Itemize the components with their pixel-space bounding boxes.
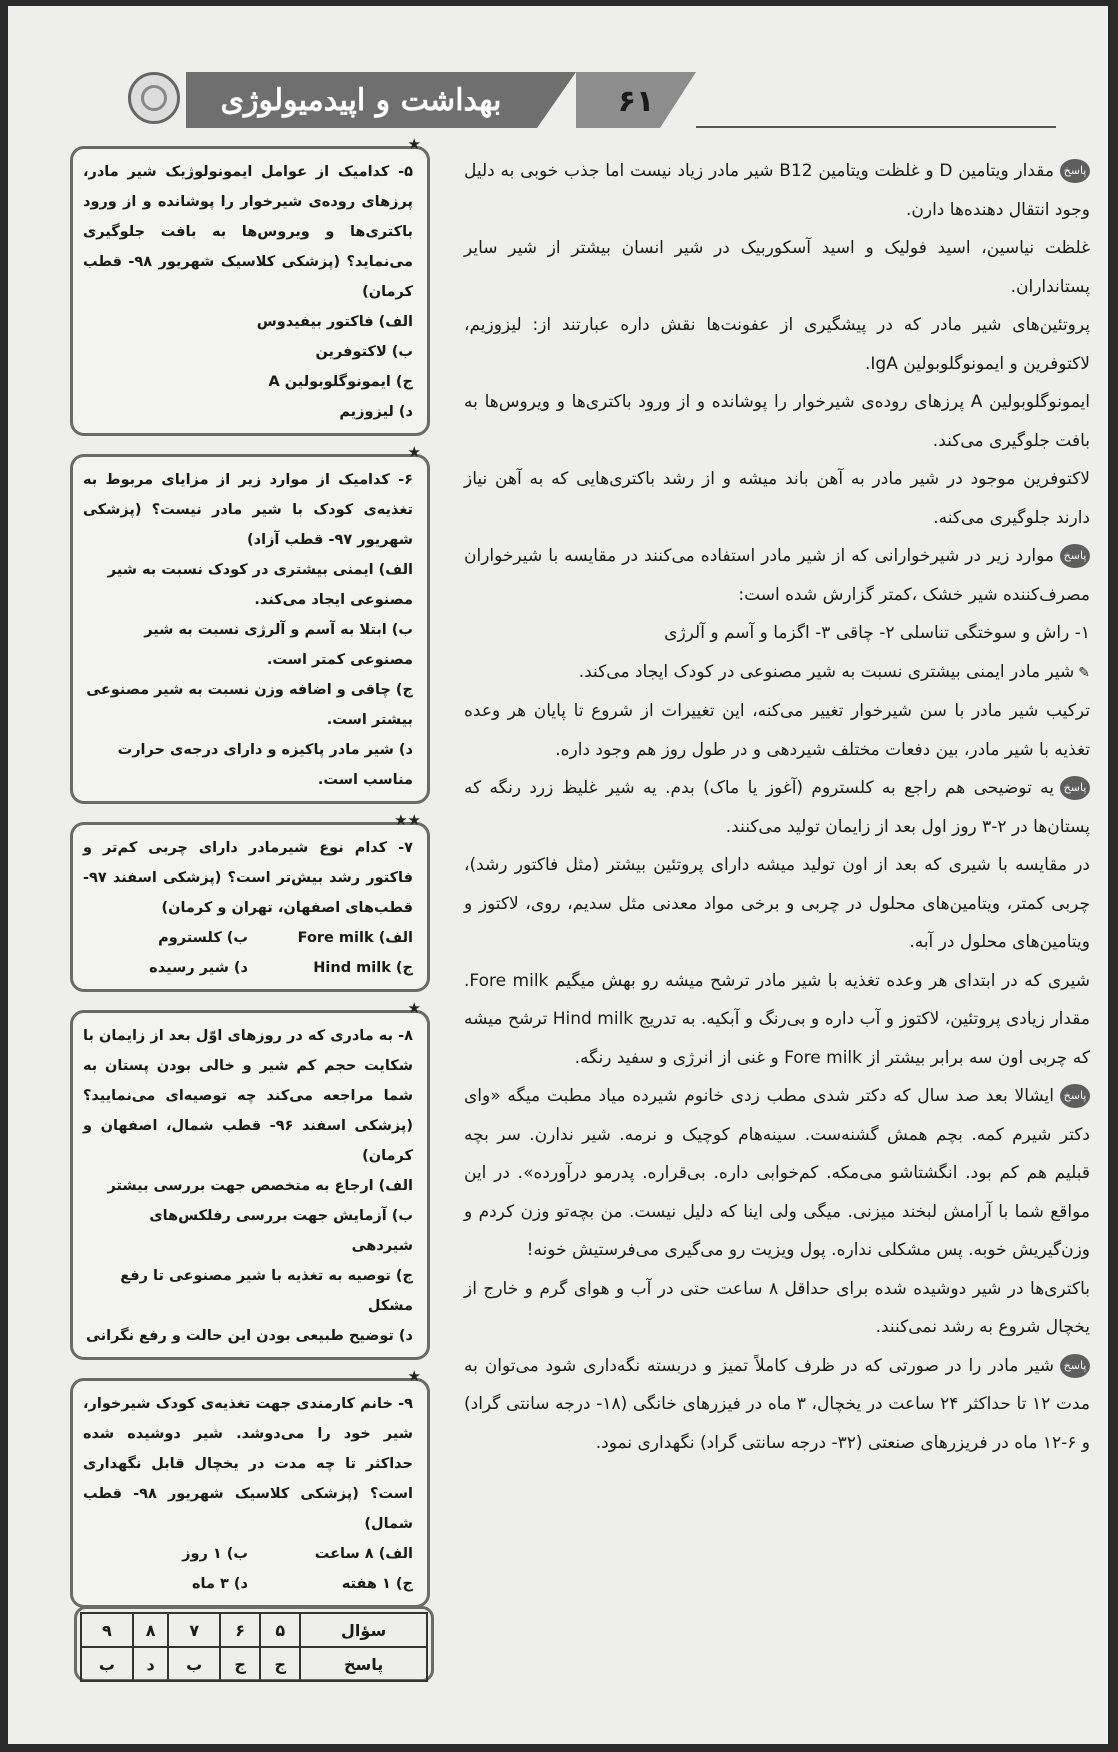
option-row: [83, 1539, 413, 1569]
question-text: ۹- خانم کارمندی جهت تغذیه‌ی کودک شیرخوار، شیر خود را می‌دوشد. شیر دوشیده شده حداکثر تا چه مدت در یخچال قابل نگهداری است؟ (پزشکی کلاسیک شهریور ۹۸- قطب شمال): [83, 1396, 413, 1532]
paragraph-text: در مقایسه با شیری که بعد از اون تولید میشه دارای پروتئین بیشتر (مثل فاکتور رشد)، چربی کمتر، ویتامین‌های محلول در چربی و برخی مواد معدنی مثل سدیم، روی، لاکتوز و ویتامین‌های محلول در آبه.: [464, 855, 1090, 952]
body-paragraph: [464, 229, 1090, 306]
answer-option: ج) چاقی و اضافه وزن نسبت به شیر مصنوعی بیشتر است.: [86, 682, 413, 728]
paragraph-text: باکتری‌ها در شیر دوشیده شده برای حداقل ۸ ساعت حتی در آب و هوای گرم و خارج از یخچال شروع به رشد نمی‌کنند.: [464, 1278, 1090, 1337]
option-row: [83, 923, 413, 953]
question-box: [70, 999, 430, 1360]
answer-option: د) شیر مادر پاکیزه و دارای درجه‌ی حرارت مناسب است.: [117, 742, 413, 788]
question-box: [70, 811, 430, 992]
answer-option: ب) آزمایش جهت بررسی رفلکس‌های شیردهی: [149, 1208, 413, 1254]
question-box: [70, 1367, 430, 1608]
paragraph-text: ایشالا بعد صد سال که دکتر شدی مطب زدی خانوم شیرده میاد مطبت میگه «وای دکتر شیرم کمه. بچم همش گشنه‌ست. سینه‌هام کوچیک و نرمه. شیر ندارن. سر بچه قبلیم هم کم بود. انگشتاشو می‌مکه. کم‌خوابی داره. بی‌قراره. پدرمو درآورده». در این مواقع شما با آرامش لبخند میزنی. میگی ولی اینا که دلیل نیست. من بچه‌تو وزن کردم و وزن‌گیریش خوبه. پس مشکلی نداره. پول ویزیت رو می‌گیری می‌فرستیش خونه!: [464, 1086, 1090, 1260]
answer-option: د) شیر رسیده: [149, 960, 248, 976]
answer-table-cell: سؤال: [300, 1613, 427, 1647]
question-box: [70, 135, 430, 436]
body-paragraph: [464, 962, 1090, 1078]
answer-table-answers-row: [81, 1647, 427, 1681]
logo-icon: [128, 72, 180, 124]
difficulty-star-icon: ★: [407, 135, 421, 153]
answer-option: ج) Hind milk: [313, 960, 413, 976]
book-page: [8, 6, 1108, 1744]
answer-badge-icon: پاسخ: [1060, 544, 1090, 568]
answer-table-questions-row: [81, 1613, 427, 1647]
paragraph-text: ترکیب شیر مادر با سن شیرخوار تغییر می‌کنه، این تغییرات از شروع تا پایان هر وعده تغذیه با شیر مادر، بین دفعات مختلف شیردهی و در طول روز هم وجود داره.: [464, 701, 1090, 760]
chapter-title: بهداشت و اپیدمیولوژی: [220, 83, 502, 118]
body-paragraph: [464, 306, 1090, 383]
body-paragraph: [464, 383, 1090, 460]
paragraph-text: لاکتوفرین موجود در شیر مادر به آهن باند میشه و از رشد باکتری‌هایی که به آهن نیاز دارند جلوگیری می‌کنه.: [464, 469, 1090, 528]
answer-table: [80, 1612, 428, 1682]
body-paragraph: [464, 460, 1090, 537]
answer-option: الف) فاکتور بیفیدوس: [256, 314, 413, 330]
body-paragraph: [464, 152, 1090, 229]
answer-option: ج) توصیه به تغذیه با شیر مصنوعی تا رفع مشکل: [120, 1268, 413, 1314]
body-paragraph: [464, 1270, 1090, 1347]
answer-table-cell: ج: [220, 1647, 260, 1681]
paragraph-text: غلظت نیاسین، اسید فولیک و اسید آسکوربیک در شیر انسان بیشتر از شیر سایر پستانداران.: [464, 238, 1090, 297]
body-paragraph: [464, 692, 1090, 769]
difficulty-star-icon: ★: [407, 443, 421, 461]
paragraph-text: پروتئین‌های شیر مادر که در پیشگیری از عفونت‌ها نقش داره عبارتند از: لیزوزیم، لاکتوفرین و ایمونوگلوبولین IgA.: [464, 315, 1090, 374]
body-paragraph: [464, 769, 1090, 846]
paragraph-text: ۱- راش و سوختگی تناسلی ۲- چاقی ۳- اگزما و آسم و آلرژی: [664, 623, 1090, 643]
answer-badge-icon: پاسخ: [1060, 1084, 1090, 1108]
body-paragraph: [464, 846, 1090, 962]
answer-option: ج) ایمونوگلوبولین A: [268, 374, 413, 390]
answer-badge-icon: پاسخ: [1060, 1354, 1090, 1378]
question-text: ۶- کدامیک از موارد زیر از مزایای مربوط به تغذیه‌ی کودک با شیر مادر نیست؟ (پزشکی شهریور ۹۷- قطب آزاد): [83, 472, 413, 548]
answer-option: د) توضیح طبیعی بودن این حالت و رفع نگرانی: [86, 1328, 413, 1344]
paragraph-text: شیر مادر را در صورتی که در ظرف کاملاً تمیز و دربسته نگه‌داری شود می‌توان به مدت ۱۲ تا حداکثر ۲۴ ساعت در یخچال، ۳ ماه در فیزرهای خانگی (۱۸- درجه سانتی گراد) و ۶-۱۲ ماه در فریزرهای صنعتی (۳۲- درجه سانتی گراد) نگهداری نمود.: [464, 1355, 1090, 1453]
question-text: ۵- کدامیک از عوامل ایمونولوژیک شیر مادر، پرزهای روده‌ی شیرخوار را پوشانده و از ورود باکتری‌ها و ویروس‌ها به بافت جلوگیری می‌نماید؟ (پزشکی کلاسیک شهریور ۹۸- قطب کرمان): [83, 164, 413, 300]
answer-option: الف) ایمنی بیشتری در کودک نسبت به شیر مصنوعی ایجاد می‌کند.: [107, 562, 413, 608]
answer-table-cell: پاسخ: [300, 1647, 427, 1681]
body-paragraph: [464, 653, 1090, 693]
answer-table-cell: د: [133, 1647, 169, 1681]
question-sidebar: [70, 135, 430, 1626]
body-paragraph: [464, 1077, 1090, 1270]
answer-option: الف) Fore milk: [297, 930, 413, 946]
answer-table-cell: ۹: [81, 1613, 133, 1647]
difficulty-star-icon: ★: [407, 999, 421, 1017]
answer-option: ب) کلستروم: [158, 930, 248, 946]
answer-table-cell: ب: [81, 1647, 133, 1681]
answer-option: د) لیزوزیم: [339, 404, 413, 420]
answer-badge-icon: پاسخ: [1060, 776, 1090, 800]
paragraph-text: ایمونوگلوبولین A پرزهای روده‌ی شیرخوار را پوشانده و از ورود باکتری‌ها و ویروس‌ها به بافت جلوگیری می‌کند.: [464, 392, 1090, 451]
body-paragraph: [464, 614, 1090, 653]
answer-option: ب) ابتلا به آسم و آلرژی نسبت به شیر مصنوعی کمتر است.: [144, 622, 413, 668]
difficulty-star-icon: ★★: [394, 811, 421, 829]
option-row: [83, 1569, 413, 1599]
page-number: ۶۱: [617, 84, 655, 119]
answer-table-cell: ۸: [133, 1613, 169, 1647]
answer-option: ج) ۱ هفته: [341, 1576, 413, 1592]
paragraph-text: شیر مادر ایمنی بیشتری نسبت به شیر مصنوعی در کودک ایجاد می‌کند.: [578, 661, 1075, 682]
answer-option: د) ۳ ماه: [191, 1576, 248, 1592]
option-row: [83, 953, 413, 983]
answer-option: الف) ارجاع به متخصص جهت بررسی بیشتر: [107, 1178, 413, 1194]
main-text-column: [464, 152, 1090, 1462]
paragraph-text: یه توضیحی هم راجع به کلستروم (آغوز یا ماک) بدم. یه شیر غلیظ زرد رنگه که پستان‌ها در ۲-۳ روز اول بعد از زایمان تولید می‌کنند.: [464, 778, 1090, 837]
difficulty-star-icon: ★: [407, 1367, 421, 1385]
answer-option: ب) لاکتوفرین: [315, 344, 413, 360]
answer-option: الف) ۸ ساعت: [314, 1546, 413, 1562]
paragraph-text: مقدار ویتامین D و غلظت ویتامین B12 شیر مادر زیاد نیست اما جذب خوبی به دلیل وجود انتقال دهنده‌ها دارن.: [464, 161, 1090, 220]
answer-badge-icon: پاسخ: [1060, 159, 1090, 183]
paragraph-text: شیری که در ابتدای هر وعده تغذیه با شیر مادر ترشح میشه رو بهش میگیم Fore milk. مقدار زیادی پروتئین، لاکتوز و آب داره و بی‌رنگ و آبکیه. به تدریج Hind milk ترشح میشه که چربی اون سه برابر بیشتر از Fore milk و غنی از انرژی و سفید رنگه.: [464, 970, 1091, 1068]
answer-table-cell: ۵: [260, 1613, 300, 1647]
pencil-note-icon: ✎: [1078, 664, 1090, 681]
answer-table-cell: ب: [168, 1647, 220, 1681]
answer-option: ب) ۱ روز: [182, 1546, 248, 1562]
answer-table-cell: ۷: [168, 1613, 220, 1647]
question-text: ۷- کدام نوع شیرمادر دارای چربی کم‌تر و فاکتور رشد بیش‌تر است؟ (پزشکی اسفند ۹۷- قطب‌های اصفهان، تهران و کرمان): [83, 840, 413, 916]
paragraph-text: موارد زیر در شیرخوارانی که از شیر مادر استفاده می‌کنند در مقایسه با شیرخواران مصرف‌کننده شیر خشک ،کمتر گزارش شده است:: [464, 546, 1090, 605]
body-paragraph: [464, 1347, 1090, 1463]
body-paragraph: [464, 537, 1090, 614]
question-text: ۸- به مادری که در روزهای اوّل بعد از زایمان با شکایت حجم کم شیر و خالی بودن پستان به شما مراجعه می‌کند چه توصیه‌ای می‌نمایید؟ (پزشکی اسفند ۹۶- قطب شمال، اصفهان و کرمان): [83, 1028, 413, 1164]
header-divider: [696, 126, 1056, 128]
question-box: [70, 443, 430, 804]
page-header: [76, 64, 1056, 138]
answer-table-cell: ۶: [220, 1613, 260, 1647]
answer-table-cell: ج: [260, 1647, 300, 1681]
